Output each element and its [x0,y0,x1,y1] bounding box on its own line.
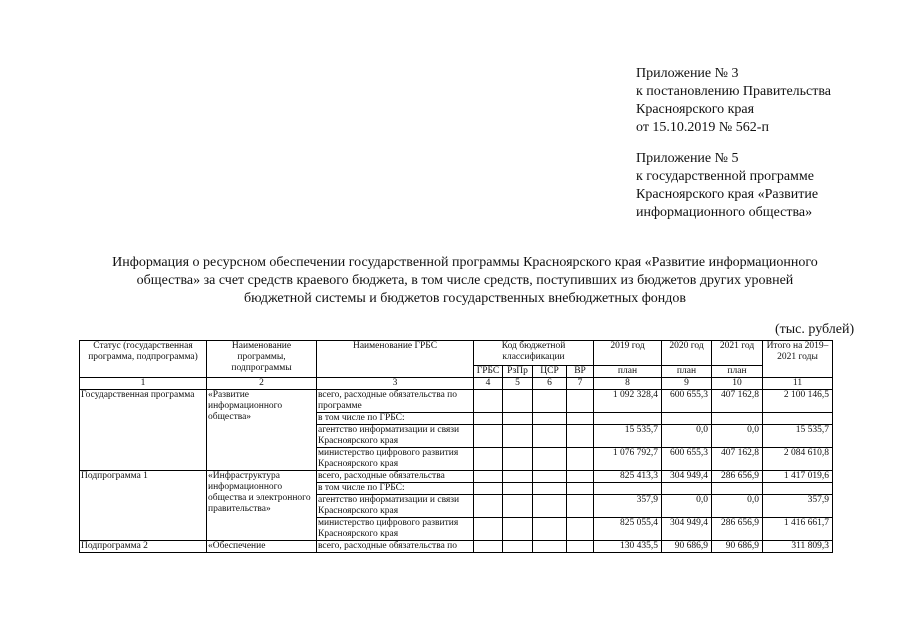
appendix-5-line-2: к государственной программе [636,169,814,184]
value-total [763,483,833,495]
value-2019: 15 535,7 [594,425,662,448]
value-2020 [662,483,712,495]
code-grbs [474,471,503,483]
title-line-2: общества» за счет средств краевого бюджета, в том числе средств, поступивших из бюджетов других уровней [136,273,794,288]
row-grbs: агентство информатизации и связи Красноярского края [317,495,474,518]
code-grbs [474,518,503,541]
column-number-row [80,378,833,390]
appendix-3-line-4: от 15.10.2019 № 562-п [636,120,769,135]
code-rzpr [503,495,533,518]
row-status: Подпрограмма 2 [80,541,207,553]
code-vr [567,390,594,413]
appendix-3-line-2: к постановлению Правительства [636,84,832,99]
value-2020: 304 949,4 [662,518,712,541]
header-plan-2020: план [662,366,712,378]
document-title [60,254,870,308]
code-rzpr [503,541,533,553]
header-vr: ВР [567,366,594,378]
code-rzpr [503,518,533,541]
value-2019: 357,9 [594,495,662,518]
header-2020: 2020 год [662,341,712,366]
code-vr [567,541,594,553]
code-csr [533,425,567,448]
title-line-3: бюджетной системы и бюджетов государственных внебюджетных фондов [243,291,687,306]
col-number: 2 [207,378,317,390]
code-grbs [474,495,503,518]
value-2019: 825 055,4 [594,518,662,541]
code-grbs [474,413,503,425]
code-csr [533,448,567,471]
code-grbs [474,541,503,553]
value-2020: 304 949,4 [662,471,712,483]
value-2019: 130 435,5 [594,541,662,553]
header-rzpr: РзПр [503,366,533,378]
row-grbs: министерство цифрового развития Красноярского края [317,518,474,541]
appendix-5-line-3: Красноярского края «Развитие [636,187,819,202]
value-2020: 600 655,3 [662,448,712,471]
header-2021: 2021 год [712,341,763,366]
value-total: 357,9 [763,495,833,518]
value-2020: 600 655,3 [662,390,712,413]
value-total: 1 416 661,7 [763,518,833,541]
header-row-1 [80,341,833,366]
col-number: 5 [503,378,533,390]
table-row [80,390,833,413]
resource-table [79,340,833,553]
code-csr [533,495,567,518]
code-vr [567,518,594,541]
value-2021: 286 656,9 [712,471,763,483]
value-2019: 1 076 792,7 [594,448,662,471]
row-program-name: «Инфраструктура информационного общества и электронного правительства» [207,471,317,541]
code-grbs [474,390,503,413]
title-line-1: Информация о ресурсном обеспечении государственной программы Красноярского края «Развитие информационного [112,255,818,270]
value-2020: 0,0 [662,495,712,518]
value-2021 [712,413,763,425]
code-vr [567,413,594,425]
code-csr [533,483,567,495]
value-2020: 0,0 [662,425,712,448]
appendix-3-line-1: Приложение № 3 [636,66,739,81]
code-rzpr [503,471,533,483]
table-row [80,471,833,483]
col-number: 10 [712,378,763,390]
header-plan-2021: план [712,366,763,378]
value-2021: 90 686,9 [712,541,763,553]
code-csr [533,471,567,483]
units-label: (тыс. рублей) [775,322,855,337]
code-csr [533,541,567,553]
row-grbs: агентство информатизации и связи Красноярского края [317,425,474,448]
code-rzpr [503,390,533,413]
code-rzpr [503,483,533,495]
header-2019: 2019 год [594,341,662,366]
code-grbs [474,425,503,448]
col-number: 1 [80,378,207,390]
code-csr [533,518,567,541]
code-rzpr [503,425,533,448]
value-2021 [712,483,763,495]
code-rzpr [503,413,533,425]
value-2021: 0,0 [712,495,763,518]
header-grbs-name: Наименование ГРБС [317,341,474,378]
row-status: Подпрограмма 1 [80,471,207,541]
value-total: 2 100 146,5 [763,390,833,413]
row-status: Государственная программа [80,390,207,471]
code-rzpr [503,448,533,471]
header-total: Итого на 2019–2021 годы [763,341,833,378]
value-2019: 1 092 328,4 [594,390,662,413]
col-number: 6 [533,378,567,390]
appendix-3-block [636,65,831,137]
value-total: 1 417 019,6 [763,471,833,483]
value-2021: 407 162,8 [712,448,763,471]
header-status: Статус (государственная программа, подпрограмма) [80,341,207,378]
value-2020 [662,413,712,425]
code-vr [567,448,594,471]
value-total: 2 084 610,8 [763,448,833,471]
row-grbs: в том числе по ГРБС: [317,413,474,425]
value-2021: 0,0 [712,425,763,448]
col-number: 8 [594,378,662,390]
header-csr: ЦСР [533,366,567,378]
col-number: 4 [474,378,503,390]
col-number: 11 [763,378,833,390]
code-csr [533,390,567,413]
value-total: 311 809,3 [763,541,833,553]
row-grbs: министерство цифрового развития Красноярского края [317,448,474,471]
appendix-5-line-4: информационного общества» [636,205,813,220]
row-grbs: всего, расходные обязательства по программе [317,390,474,413]
code-csr [533,413,567,425]
row-grbs: всего, расходные обязательства [317,471,474,483]
row-program-name: «Развитие информационного общества» [207,390,317,471]
header-plan-2019: план [594,366,662,378]
code-grbs [474,483,503,495]
value-2019 [594,483,662,495]
col-number: 3 [317,378,474,390]
header-program-name: Наименование программы, подпрограммы [207,341,317,378]
appendix-5-block [636,150,818,222]
code-grbs [474,448,503,471]
col-number: 7 [567,378,594,390]
value-2019: 825 413,3 [594,471,662,483]
appendix-5-line-1: Приложение № 5 [636,151,739,166]
header-code: Код бюджетной классификации [474,341,594,366]
row-program-name: «Обеспечение [207,541,317,553]
code-vr [567,425,594,448]
value-2019 [594,413,662,425]
col-number: 9 [662,378,712,390]
row-grbs: всего, расходные обязательства по [317,541,474,553]
code-vr [567,495,594,518]
value-2020: 90 686,9 [662,541,712,553]
value-total: 15 535,7 [763,425,833,448]
code-vr [567,471,594,483]
code-vr [567,483,594,495]
appendix-3-line-3: Красноярского края [636,102,755,117]
row-grbs: в том числе по ГРБС: [317,483,474,495]
value-2021: 407 162,8 [712,390,763,413]
table-row [80,541,833,553]
header-grbs: ГРБС [474,366,503,378]
value-2021: 286 656,9 [712,518,763,541]
value-total [763,413,833,425]
